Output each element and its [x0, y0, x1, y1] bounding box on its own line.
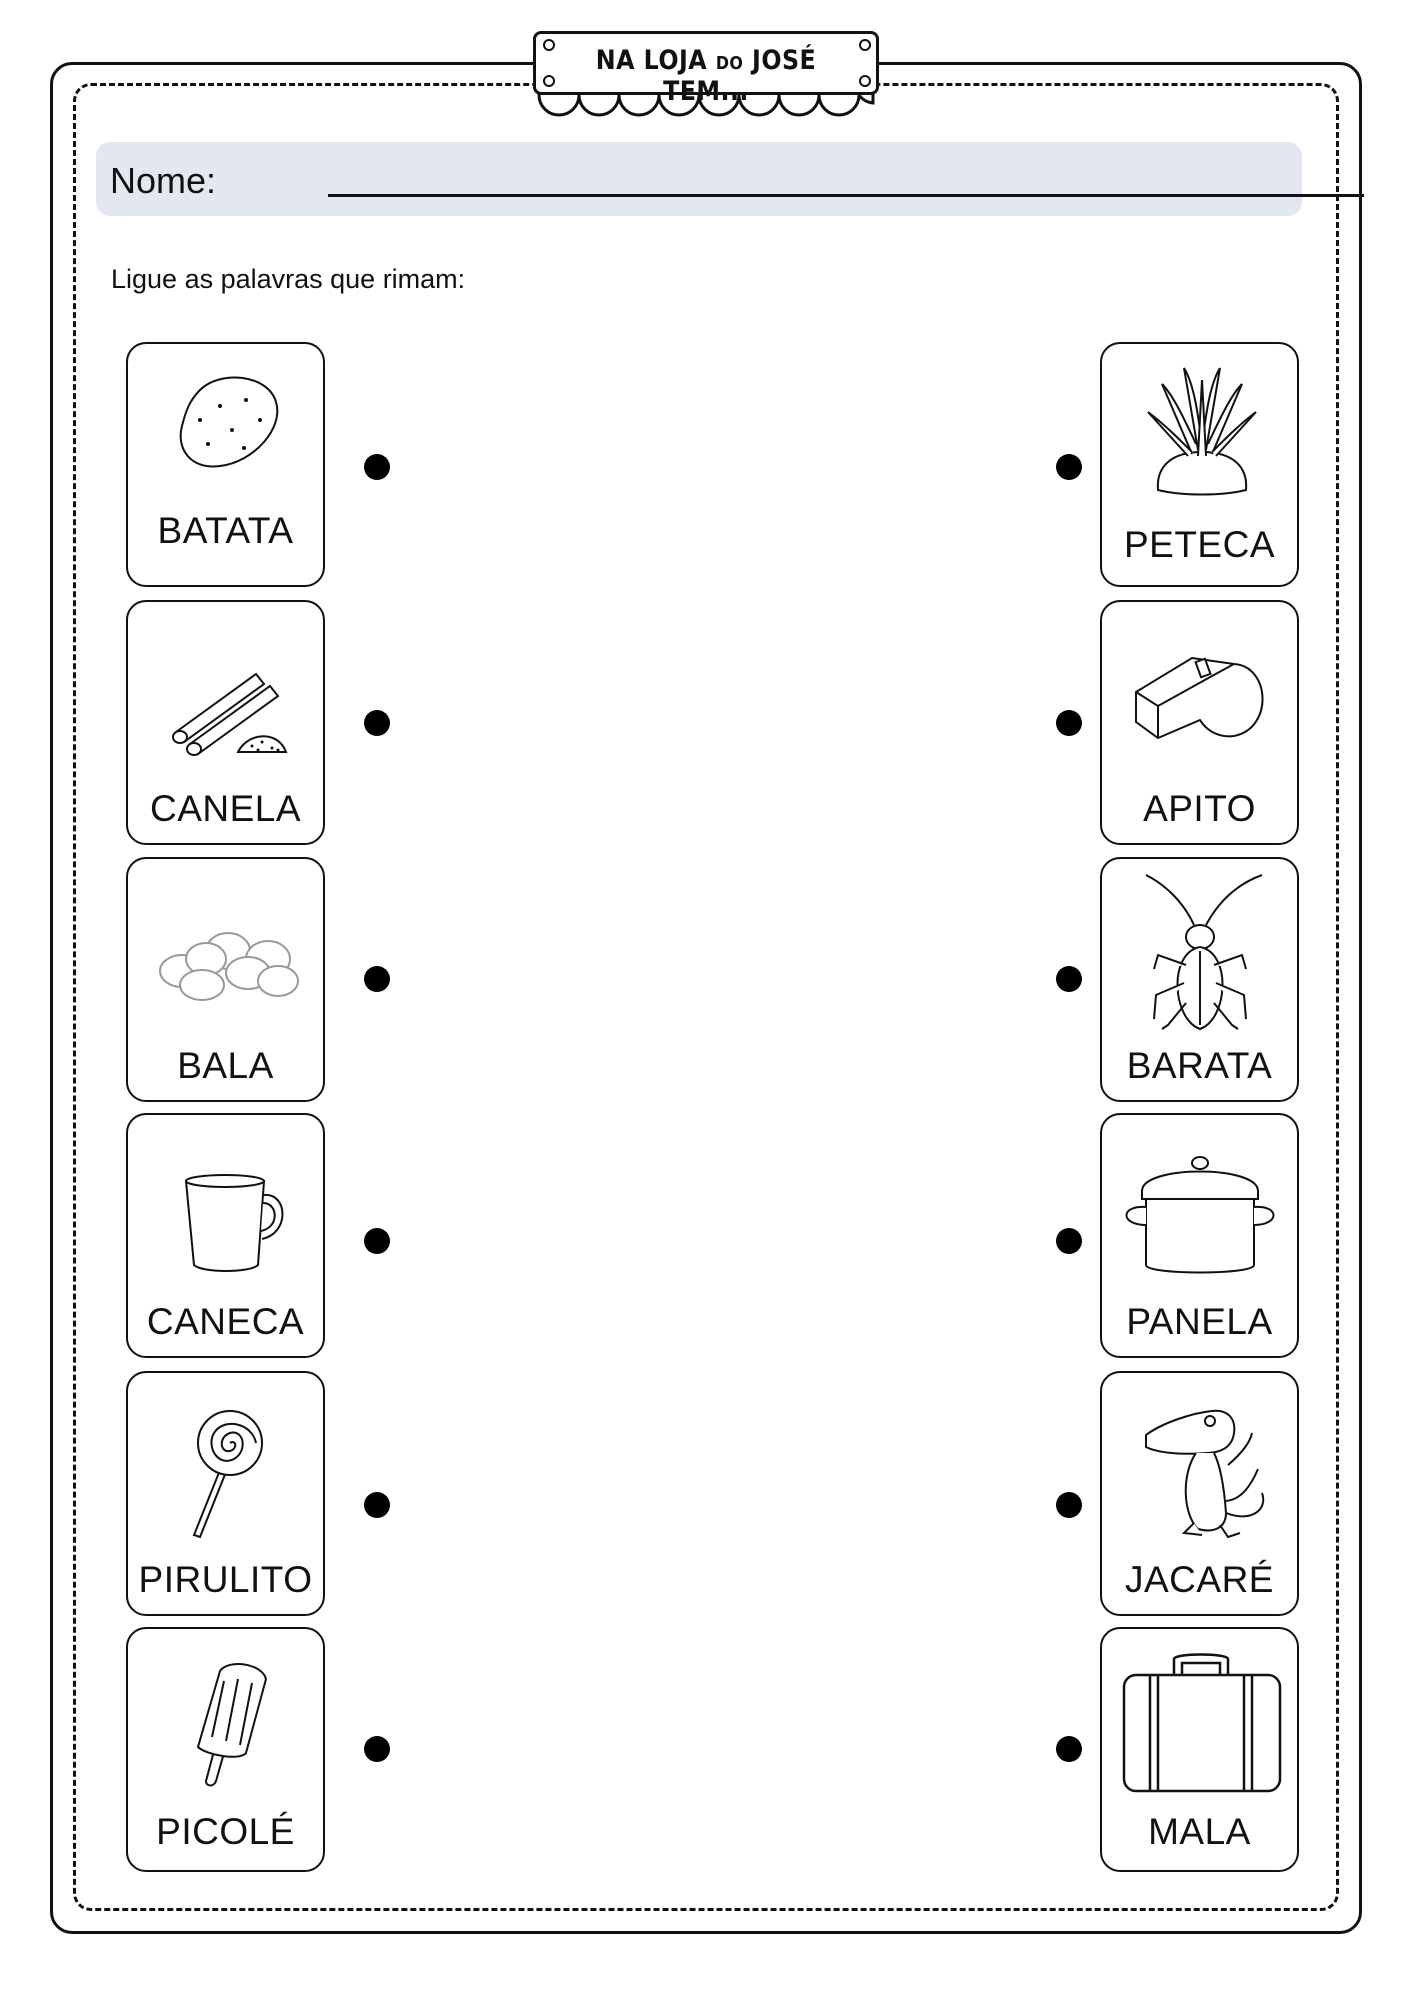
sign-nail [859, 75, 871, 87]
word-card-peteca [1100, 342, 1299, 587]
word-label: CANECA [146, 1301, 305, 1342]
connect-dot-left[interactable] [364, 1736, 390, 1762]
name-write-line[interactable] [328, 194, 1364, 197]
word-label: PETECA [1123, 524, 1276, 565]
connect-dot-right[interactable] [1056, 1492, 1082, 1518]
word-label: APITO [1143, 788, 1256, 829]
word-label: BALA [177, 1045, 274, 1086]
page-title: NA LOJA DO JOSÉ TEM... [595, 45, 817, 107]
word-card-picole [126, 1627, 325, 1872]
connect-dot-left[interactable] [364, 710, 390, 736]
word-card-barata [1100, 857, 1299, 1102]
word-label: BARATA [1126, 1045, 1273, 1086]
potato-icon [128, 344, 327, 589]
word-card-canela [126, 600, 325, 845]
word-card-panela [1100, 1113, 1299, 1358]
name-field [96, 142, 1302, 216]
word-card-batata [126, 342, 325, 587]
word-card-pirulito [126, 1371, 325, 1616]
word-label: BATATA [157, 510, 294, 551]
word-label: PIRULITO [138, 1559, 313, 1600]
connect-dot-right[interactable] [1056, 710, 1082, 736]
connect-dot-left[interactable] [364, 966, 390, 992]
word-card-caneca [126, 1113, 325, 1358]
header-sign [533, 31, 879, 123]
word-label: MALA [1148, 1811, 1251, 1852]
word-label: JACARÉ [1125, 1559, 1274, 1600]
connect-dot-right[interactable] [1056, 1228, 1082, 1254]
word-card-apito [1100, 600, 1299, 845]
connect-dot-right[interactable] [1056, 1736, 1082, 1762]
instruction-text: Ligue as palavras que rimam: [111, 264, 466, 294]
connect-dot-left[interactable] [364, 1228, 390, 1254]
connect-dot-right[interactable] [1056, 966, 1082, 992]
sign-nail [859, 39, 871, 51]
connect-dot-left[interactable] [364, 1492, 390, 1518]
connect-dot-right[interactable] [1056, 454, 1082, 480]
word-label: PICOLÉ [156, 1811, 295, 1852]
word-label: CANELA [149, 788, 302, 829]
word-card-bala [126, 857, 325, 1102]
name-label: Nome: [110, 160, 217, 201]
word-card-jacare [1100, 1371, 1299, 1616]
connect-dot-left[interactable] [364, 454, 390, 480]
word-label: PANELA [1126, 1301, 1273, 1342]
word-card-mala [1100, 1627, 1299, 1872]
